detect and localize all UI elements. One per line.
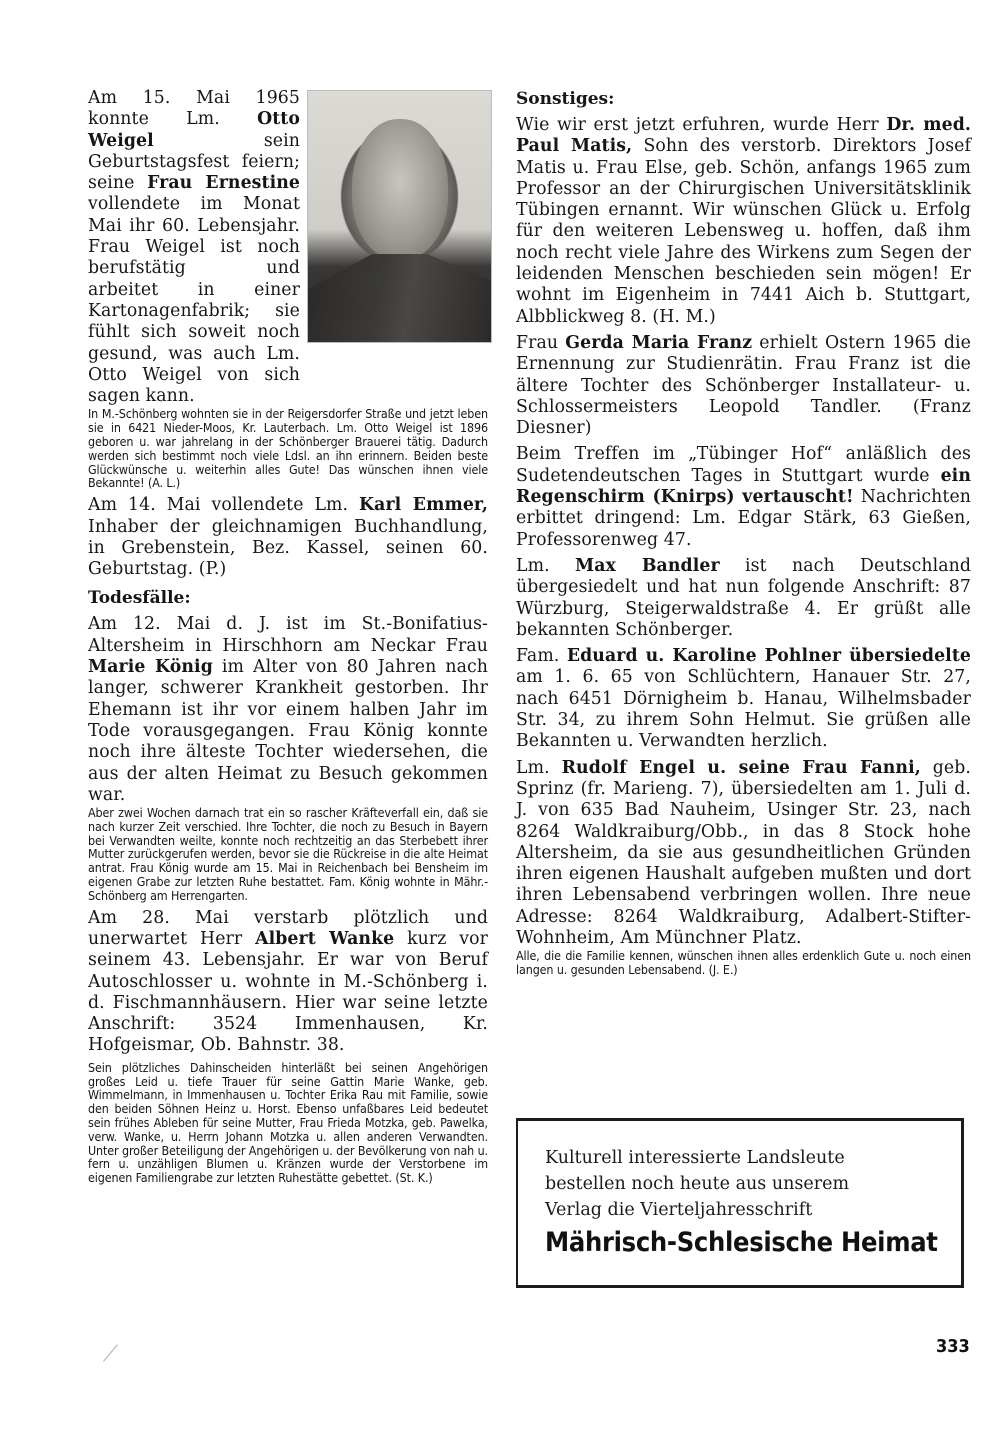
left-column (88, 88, 488, 1185)
text: kurz vor seinem 43. Lebensjahr. Er war von Beruf Autoschlosser u. wohnte in M.-Schönberg i. d. Fischmannhäusern. Hier war seine letzte Anschrift: 3524 Immenhausen, Kr. Hofgeismar, Ob. Bahnstr. 38. (88, 928, 488, 1056)
portrait-face (352, 119, 448, 259)
weigel-small-paragraph: In M.-Schönberg wohnten sie in der Reigersdorfer Straße und jetzt leben sie in 6421 Nieder-Moos, Kr. Lauterbach. Lm. Otto Weigel ist 1896 geboren u. war jahrelang in der Schönberger Brauerei tätig. Dadurch werden sich bestimmt noch viele Ldsl. an ihn erinnern. Beiden beste Glückwünsche u. weiterhin alles Gute! Das wünschen ihnen viele Bekannte! (A. L.) (88, 406, 488, 491)
text: geb. Sprinz (fr. Marieng. 7), übersiedelten am 1. Juli d. J. von 635 Bad Nauheim, Usinger Str. 23, nach 8264 Waldkraiburg/Obb., in das 8 Stock hohe Altersheim, da sie aus gesundheitlichen Gründen ihren eigenen Haushalt aufgeben mußten und dort ihren Lebensabend verbringen wollen. Ihre neue Adresse: 8264 Waldkraiburg, Adalbert-Stifter-Wohnheim, Am Münchner Platz. (516, 757, 972, 948)
text: Fam. (516, 646, 560, 667)
article-pohlner (516, 646, 971, 752)
koenig-small-paragraph: Aber zwei Wochen darnach trat ein so rascher Kräfteverfall ein, daß sie nach kurzer Zeit verschied. Ihre Tochter, die noch zu Besuch in Bayern bei Verwandten weilte, konnte noch rechtzeitig an das Sterbebett ihrer Mutter zurückgerufen werden, bevor sie die Rückreise in die alte Heimat antrat. Frau König wurde am 15. Mai in Reichenbach bei Bensheim im eigenen Grabe zur letzten Ruhe bestattet. Fam. König wohnte in Mähr.-Schönberg am Herrengarten. (88, 805, 488, 903)
text: Lm. (516, 757, 550, 778)
portrait-photo (307, 90, 492, 343)
text: Frau (516, 332, 559, 353)
text: Am 28. Mai verstarb plötzlich und unerwartet Herr (88, 907, 488, 949)
article-wanke (88, 908, 488, 1057)
text: im Alter von 80 Jahren nach langer, schwerer Krankheit gestorben. Ihr Ehemann ist ihr vor einem halben Jahr im Tode vorausgegangen. Frau König konnte noch ihre älteste Tochter wiedersehen, die aus der alten Heimat zu Besuch gekommen war. (88, 657, 489, 805)
text: Am 12. Mai d. J. ist im St.-Bonifatius-Altersheim in Hirschhorn am Neckar Frau (88, 614, 488, 656)
person-name: Frau Ernestine (147, 173, 300, 194)
text: Beim Treffen im „Tübinger Hof“ anläßlich des Sudetendeutschen Tages in Stuttgart wurde (516, 444, 971, 486)
engel-small-paragraph: Alle, die die Familie kennen, wünschen ihnen alles erdenklich Gute u. noch einen langen u. gesunden Lebensabend. (J. E.) (516, 948, 971, 978)
text: vollendete im Monat Mai ihr 60. Lebensjahr. Frau Weigel ist noch berufstätig und arbeitet in einer Kartonagenfabrik; sie fühlt sich soweit noch gesund, was auch Lm. Otto Weigel von sich sagen kann. (88, 194, 300, 407)
text: Wie wir erst jetzt erfuhren, wurde Herr (516, 115, 879, 135)
scan-mark (103, 1344, 118, 1361)
text: Nachrichten erbittet dringend: Lm. Edgar Stärk, 63 Gießen, Professorenweg 47. (516, 487, 971, 550)
section-heading-sonstiges: Sonstiges: (516, 89, 615, 109)
advertisement-title: Mährisch-Schlesische Heimat (545, 1227, 938, 1258)
article-emmer (88, 495, 488, 580)
person-name: Marie König (88, 657, 213, 678)
ad-line: Verlag die Vierteljahresschrift (545, 1200, 813, 1220)
advertisement-box (516, 1118, 964, 1288)
portrait-coat (308, 254, 491, 342)
person-name: Albert Wanke (255, 928, 395, 949)
right-column (516, 88, 971, 977)
text: am 1. 6. 65 von Schlüchtern, Hanauer Str. 27, nach 6451 Dörnigheim b. Hanau, Wilhelmsbader Str. 34, zu ihrem Sohn Helmut. Sie grüßen alle Bekannten u. Verwandten herzlich. (516, 667, 971, 752)
article-bandler (516, 556, 971, 641)
person-name: Dr. med. Paul Matis, (516, 115, 972, 157)
article-koenig (88, 614, 488, 806)
page-number: 333 (936, 1336, 970, 1357)
text: Inhaber der gleichnamigen Buchhandlung, in Grebenstein, Bez. Kassel, seinen 60. Geburtstag. (P.) (88, 516, 488, 580)
section-heading-todesfaelle: Todesfälle: (88, 588, 191, 609)
text: Am 15. Mai 1965 konnte Lm. (88, 88, 300, 130)
article-regenschirm (516, 444, 971, 550)
wanke-small-paragraph: Sein plötzliches Dahinscheiden hinterläßt bei seinen Angehörigen großes Leid u. tiefe Trauer für seine Gattin Marie Wanke, geb. Wimmelmann, in Immenhausen u. Tochter Erika Rau mit Familie, sowie den beiden Söhnen Heinz u. Horst. Ebenso unfaßbares Leid bedeutet sein frühes Ableben für seine Mutter, Frau Frieda Motzka, geb. Pawelka, verw. Wanke, u. Herrn Johann Motzka u. allen anderen Verwandten. Unter großer Beteiligung der Angehörigen u. der Bevölkerung von nah u. fern u. unzähligen Blumen u. Kränzen wurde der Verstorbene im eigenen Familiengrabe zur letzten Ruhestätte gebettet. (St. K.) (88, 1059, 488, 1186)
article-weigel (88, 88, 488, 490)
text: Am 14. Mai vollendete Lm. (88, 495, 349, 516)
text: erhielt Ostern 1965 die Ernennung zur Studienrätin. Frau Franz ist die ältere Tochter des Schönberger Installateur- u. Schlossermeisters Leopold Tandler. (Franz Diesner) (516, 332, 971, 439)
person-name: Otto Weigel (88, 109, 301, 151)
article-engel (516, 758, 971, 950)
person-name: Max Bandler (575, 555, 720, 576)
person-name: Rudolf Engel u. seine Frau Fanni, (561, 757, 921, 778)
person-name: Eduard u. Karoline Pohlner übersiedelte (566, 646, 972, 667)
article-franz (516, 333, 971, 439)
text: Sohn des verstorb. Direktors Josef Matis u. Frau Else, geb. Schön, anfangs 1965 zum Professor an der Chirurgischen Universitätsklinik Tübingen ernannt. Wir wünschen Glück u. Erfolg für den weiteren Lebensweg u. hoffen, daß ihm noch recht viele Jahre des Wirkens zum Segen der leidenden Menschen beschieden sein mögen! Er wohnt im Eigenheim in 7441 Aich b. Stuttgart, Albblickweg 8. (H. M.) (516, 136, 971, 327)
person-name: Gerda Maria Franz (565, 332, 753, 353)
text: sein Geburtstagsfest feiern; seine (88, 130, 300, 194)
text: ist nach Deutschland übergesiedelt und hat nun folgende Anschrift: 87 Würzburg, Steigerwaldstraße 4. Er grüßt alle bekannten Schönberger. (516, 555, 972, 640)
emphasis: ein Regenschirm (Knirps) vertauscht! (516, 465, 971, 508)
text: Lm. (516, 555, 550, 576)
weigel-paragraph (88, 88, 300, 407)
advertisement-text (545, 1145, 849, 1223)
article-matis (516, 115, 971, 328)
ad-line: Kulturell interessierte Landsleute (545, 1148, 845, 1168)
ad-line: bestellen noch heute aus unserem (545, 1174, 850, 1194)
person-name: Karl Emmer, (359, 495, 488, 516)
